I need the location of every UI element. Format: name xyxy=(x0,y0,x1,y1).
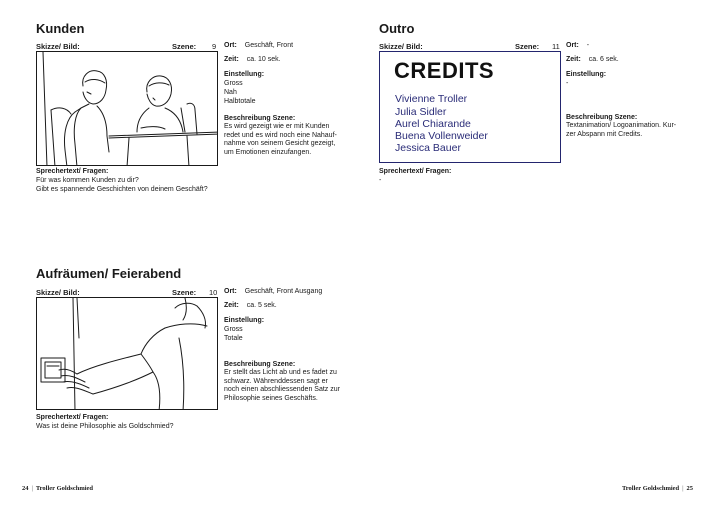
zeit-value: ca. 5 sek. xyxy=(246,302,277,309)
beschreibung-label: Beschreibung Szene: xyxy=(566,114,638,121)
sprecher-line: - xyxy=(379,177,382,184)
credits-name: Buena Vollenweider xyxy=(395,130,488,142)
einstellung-label: Einstellung: xyxy=(224,71,265,78)
sketch-label: Skizze/ Bild: xyxy=(379,42,423,51)
einstellung-label: Einstellung: xyxy=(566,71,607,78)
scene-label: Szene: xyxy=(172,42,197,51)
ort-value: Geschäft, Front xyxy=(244,42,294,49)
beschreibung-line: Philosophie seines Geschäfts. xyxy=(224,394,318,402)
beschreibung-line: redet und es wird noch eine Nahauf- xyxy=(224,131,337,139)
ort-value: - xyxy=(586,42,590,49)
scene-number: 11 xyxy=(552,42,560,51)
beschreibung-line: Es wird gezeigt wie er mit Kunden xyxy=(224,123,330,130)
beschreibung-line: schwarz. Währenddessen sagt er xyxy=(224,377,328,385)
footer-left xyxy=(22,485,93,492)
sketch-drawing-lightswitch xyxy=(37,298,218,410)
scene-label: Szene: xyxy=(172,288,197,297)
credits-name: Vivienne Troller xyxy=(395,93,468,105)
sprecher-line: Für was kommen Kunden zu dir? xyxy=(36,177,139,184)
footer-separator: | xyxy=(682,485,684,492)
scene-number: 10 xyxy=(209,288,218,297)
einstellung-value: Gross xyxy=(224,80,243,87)
sketch-drawing-meeting xyxy=(37,52,218,166)
sketch-label: Skizze/ Bild: xyxy=(36,288,80,297)
beschreibung-label: Beschreibung Szene: xyxy=(224,115,296,122)
footer-right xyxy=(622,485,693,492)
credits-name: Aurel Chiarande xyxy=(395,118,471,130)
zeit-label: Zeit: xyxy=(566,56,581,63)
footer-separator: | xyxy=(31,485,33,492)
footer-brand-right: Troller Goldschmied xyxy=(621,485,680,492)
footer-brand-left: Troller Goldschmied xyxy=(35,485,94,492)
sketch-frame-aufraeumen xyxy=(36,297,218,410)
sprecher-label: Sprechertext/ Fragen: xyxy=(36,168,109,175)
credits-name: Julia Sidler xyxy=(395,106,447,118)
scene-info-kunden xyxy=(224,41,340,157)
zeit-value: ca. 10 sek. xyxy=(246,56,281,63)
sketch-frame-kunden xyxy=(36,51,218,166)
zeit-label: Zeit: xyxy=(224,302,239,309)
beschreibung-line: Textanimation/ Logoanimation. Kur- xyxy=(566,122,677,129)
speaker-text-aufraeumen xyxy=(36,413,336,431)
einstellung-value: Nah xyxy=(224,89,237,96)
sprecher-line: Was ist deine Philosophie als Goldschmied? xyxy=(36,423,174,430)
beschreibung-line: Er stellt das Licht ab und es fadet zu xyxy=(224,369,337,376)
panel-title-outro: Outro xyxy=(379,21,415,36)
page-number-left: 24 xyxy=(22,485,29,492)
credits-name: Jessica Bauer xyxy=(395,142,461,154)
sprecher-label: Sprechertext/ Fragen: xyxy=(379,168,452,175)
scene-number: 9 xyxy=(212,42,217,51)
scene-info-outro xyxy=(566,41,686,139)
sprecher-line: Gibt es spannende Geschichten von deinem Geschäft? xyxy=(36,186,208,193)
beschreibung-line: um Emotionen einzufangen. xyxy=(224,148,312,156)
zeit-label: Zeit: xyxy=(224,56,239,63)
sketch-label: Skizze/ Bild: xyxy=(36,42,80,51)
credits-title: CREDITS xyxy=(394,58,495,83)
ort-value: Geschäft, Front Ausgang xyxy=(244,288,323,295)
einstellung-value: Gross xyxy=(224,326,243,333)
einstellung-value: Totale xyxy=(224,335,243,342)
scene-info-aufraeumen xyxy=(224,287,350,403)
beschreibung-label: Beschreibung Szene: xyxy=(224,361,296,368)
einstellung-value: - xyxy=(566,80,569,87)
einstellung-label: Einstellung: xyxy=(224,317,265,324)
panel-title-kunden: Kunden xyxy=(36,21,85,36)
beschreibung-line: noch einen abschliessenden Satz zur xyxy=(224,386,340,394)
zeit-value: ca. 6 sek. xyxy=(588,56,619,63)
page-number-right: 25 xyxy=(686,485,693,492)
einstellung-value: Halbtotale xyxy=(224,98,256,105)
beschreibung-line: nahme von seinem Gesicht gezeigt, xyxy=(224,140,336,148)
beschreibung-line: zer Abspann mit Credits. xyxy=(566,130,643,138)
sprecher-label: Sprechertext/ Fragen: xyxy=(36,414,109,421)
speaker-text-kunden xyxy=(36,167,336,194)
speaker-text-outro xyxy=(379,167,579,185)
ort-label: Ort: xyxy=(224,288,237,295)
panel-title-aufraeumen: Aufräumen/ Feierabend xyxy=(36,266,182,281)
sketch-frame-outro xyxy=(379,51,561,163)
ort-label: Ort: xyxy=(224,42,237,49)
ort-label: Ort: xyxy=(566,42,579,49)
scene-label: Szene: xyxy=(515,42,540,51)
